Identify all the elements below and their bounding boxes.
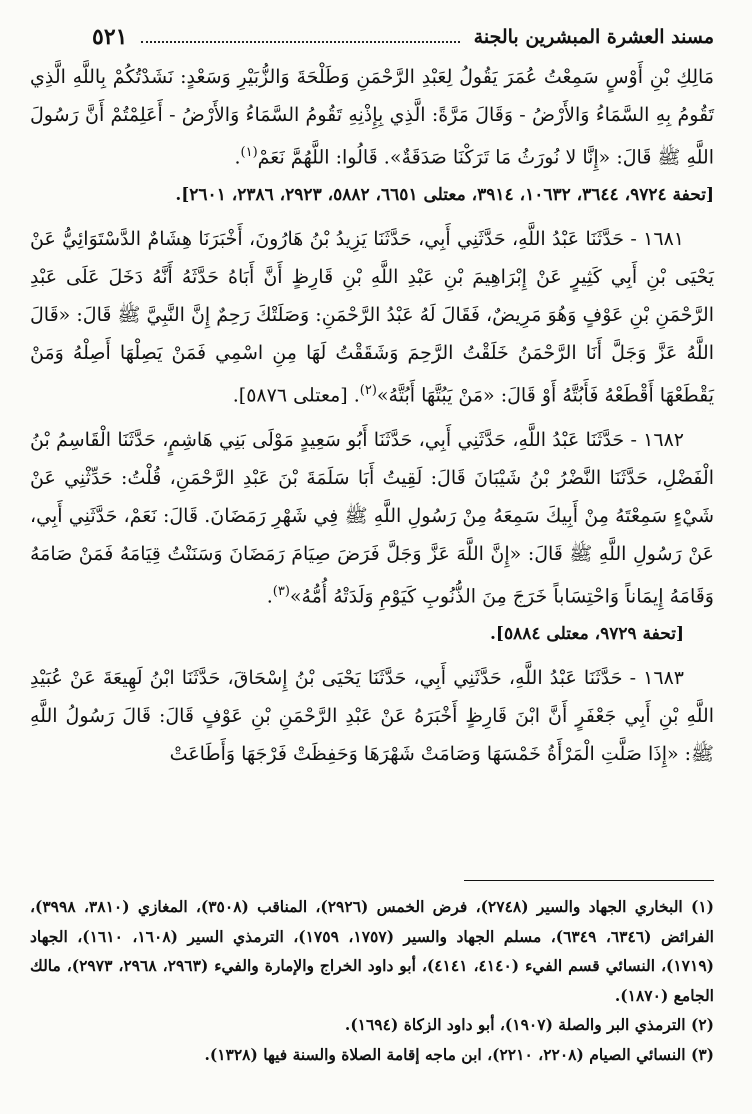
- book-title: مسند العشرة المبشرين بالجنة: [473, 26, 714, 48]
- hadith-1681: ١٦٨١ - حَدَّثَنَا عَبْدُ اللَّهِ، حَدَّثَنِي أَبِي، حَدَّثَنَا يَزِيدُ بْنُ هَارُونَ، أَخْبَرَنَا هِشَامٌ الدَّسْتَوَائِيُّ عَنْ يَحْيَى بْنِ أَبِي كَثِيرٍ عَنْ إِبْرَاهِيمَ بْنِ عَبْدِ اللَّهِ بْنِ قَارِظٍ أَنَّ أَبَاهُ حَدَّثَهُ أَنَّهُ دَخَلَ عَلَى عَبْدِ الرَّحْمَنِ بْنِ عَوْفٍ وَهُوَ مَرِيضٌ، فَقَالَ لَهُ عَبْدُ الرَّحْمَنِ: وَصَلَتْكَ رَحِمٌ إِنَّ النَّبِيَّ ﷺ قَالَ: «قَالَ اللَّهُ عَزَّ وَجَلَّ أَنَا الرَّحْمَنُ خَلَقْتُ الرَّحِمَ وَشَقَقْتُ لَهَا مِنِ اسْمِي فَمَنْ يَصِلْهَا أَصِلْهُ وَمَنْ يَقْطَعْهَا أَقْطَعْهُ فَأَبُتَّهُ أَوْ قَالَ: «مَنْ يَبُتَّهَا أَبُتَّهُ»$^{(٢)}$. [معتلى ٥٨٧٦].: [30, 228, 714, 407]
- page-number: ٥٢١: [92, 24, 128, 50]
- footnote-marker: (١): [240, 145, 258, 160]
- paragraph-text: ١٦٨٢ - حَدَّثَنَا عَبْدُ اللَّهِ، حَدَّثَنِي أَبِي، حَدَّثَنَا أَبُو سَعِيدٍ مَوْلَى بَنِي هَاشِمٍ، حَدَّثَنَا الْقَاسِمُ بْنُ الْفَضْلِ، حَدَّثَنَا النَّضْرُ بْنُ شَيْبَانَ قَالَ: لَقِيتُ أَبَا سَلَمَةَ بْنَ عَبْدِ الرَّحْمَنِ، قُلْتُ: حَدِّثْنِي عَنْ شَيْءٍ سَمِعْتَهُ مِنْ أَبِيكَ سَمِعَهُ مِنْ رَسُولِ اللَّهِ ﷺ فِي شَهْرِ رَمَضَانَ. قَالَ: نَعَمْ، حَدَّثَنِي أَبِي، عَنْ رَسُولِ اللَّهِ ﷺ قَالَ: «إِنَّ اللَّهَ عَزَّ وَجَلَّ فَرَضَ صِيَامَ رَمَضَانَ وَسَنَنْتُ قِيَامَهُ فَمَنْ صَامَهُ وَقَامَهُ إِيمَاناً وَاحْتِسَاباً خَرَجَ مِنَ الذُّنُوبِ كَيَوْمِ وَلَدَتْهُ أُمُّهُ»: [30, 428, 714, 607]
- paragraph-text: ١٦٨١ - حَدَّثَنَا عَبْدُ اللَّهِ، حَدَّثَنِي أَبِي، حَدَّثَنَا يَزِيدُ بْنُ هَارُونَ، أَخْبَرَنَا هِشَامٌ الدَّسْتَوَائِيُّ عَنْ يَحْيَى بْنِ أَبِي كَثِيرٍ عَنْ إِبْرَاهِيمَ بْنِ عَبْدِ اللَّهِ بْنِ قَارِظٍ أَنَّ أَبَاهُ حَدَّثَهُ أَنَّهُ دَخَلَ عَلَى عَبْدِ الرَّحْمَنِ بْنِ عَوْفٍ وَهُوَ مَرِيضٌ، فَقَالَ لَهُ عَبْدُ الرَّحْمَنِ: وَصَلَتْكَ رَحِمٌ إِنَّ النَّبِيَّ ﷺ قَالَ: «قَالَ اللَّهُ عَزَّ وَجَلَّ أَنَا الرَّحْمَنُ خَلَقْتُ الرَّحِمَ وَشَقَقْتُ لَهَا مِنِ اسْمِي فَمَنْ يَصِلْهَا أَصِلْهُ وَمَنْ يَقْطَعْهَا أَقْطَعْهُ فَأَبُتَّهُ أَوْ قَالَ: «مَنْ يَبُتَّهَا أَبُتَّهُ»: [30, 228, 714, 407]
- running-header: [92, 20, 714, 54]
- footnotes: [30, 892, 714, 1069]
- header-leader-dots: [141, 41, 459, 43]
- main-text: [30, 58, 714, 777]
- footnote-3: (٣) النسائي الصيام (٢٢٠٨، ٢٢١٠)، ابن ماجه إقامة الصلاة والسنة فيها (١٣٢٨).: [204, 1044, 714, 1064]
- footnote-marker: (٢): [359, 383, 377, 399]
- paragraph-continuation: مَالِكِ بْنِ أَوْسٍ سَمِعْتُ عُمَرَ يَقُولُ لِعَبْدِ الرَّحْمَنِ وَطَلْحَةَ وَالزُّبَيْرِ وَسَعْدٍ: نَشَدْتُكُمْ بِاللَّهِ الَّذِي تَقُومُ بِهِ السَّمَاءُ وَالأَرْضُ - وَقَالَ مَرَّةً: الَّذِي بِإِذْنِهِ تَقُومُ السَّمَاءُ وَالأَرْضُ - أَعَلِمْتُمْ أَنَّ رَسُولَ اللَّهِ ﷺ قَالَ: «إِنَّا لا نُورَثُ مَا تَرَكْنَا صَدَقَةٌ». قَالُوا: اللَّهُمَّ نَعَمْ$^{(١)}$. [تحفة ٩٧٢٤، ٣٦٤٤، ١٠٦٣٢، ٣٩١٤، معتلى ٦٦٥١، ٥٨٨٢، ٢٩٢٣، ٢٣٨٦، ٢٦٠١].: [30, 58, 714, 214]
- footnote-2: (٢) الترمذي البر والصلة (١٩٠٧)، أبو داود الزكاة (١٦٩٤).: [344, 1015, 714, 1034]
- hadith-1682: ١٦٨٢ - حَدَّثَنَا عَبْدُ اللَّهِ، حَدَّثَنِي أَبِي، حَدَّثَنَا أَبُو سَعِيدٍ مَوْلَى بَنِي هَاشِمٍ، حَدَّثَنَا الْقَاسِمُ بْنُ الْفَضْلِ، حَدَّثَنَا النَّضْرُ بْنُ شَيْبَانَ قَالَ: لَقِيتُ أَبَا سَلَمَةَ بْنَ عَبْدِ الرَّحْمَنِ، قُلْتُ: حَدِّثْنِي عَنْ شَيْءٍ سَمِعْتَهُ مِنْ أَبِيكَ سَمِعَهُ مِنْ رَسُولِ اللَّهِ ﷺ فِي شَهْرِ رَمَضَانَ. قَالَ: نَعَمْ، حَدَّثَنِي أَبِي، عَنْ رَسُولِ اللَّهِ ﷺ قَالَ: «إِنَّ اللَّهَ عَزَّ وَجَلَّ فَرَضَ صِيَامَ رَمَضَانَ وَسَنَنْتُ قِيَامَهُ فَمَنْ صَامَهُ وَقَامَهُ إِيمَاناً وَاحْتِسَاباً خَرَجَ مِنَ الذُّنُوبِ كَيَوْمِ وَلَدَتْهُ أُمُّهُ»$^{(٣)}$. [تحفة ٩٧٢٩، معتلى ٥٨٨٤].: [30, 421, 714, 653]
- tuhfa-reference: [تحفة ٩٧٢٤، ٣٦٤٤، ١٠٦٣٢، ٣٩١٤، معتلى ٦٦٥١، ٥٨٨٢، ٢٩٢٣، ٢٣٨٦، ٢٦٠١].: [175, 185, 714, 206]
- footnote-marker: (٣): [272, 583, 290, 599]
- footnote-separator: [464, 880, 714, 881]
- paragraph-text: ١٦٨٣ - حَدَّثَنَا عَبْدُ اللَّهِ، حَدَّثَنِي أَبِي، حَدَّثَنَا يَحْيَى بْنُ إِسْحَاقَ، حَدَّثَنَا ابْنُ لَهِيعَةَ عَنْ عُبَيْدِ اللَّهِ بْنِ أَبِي جَعْفَرٍ أَنَّ ابْنَ قَارِظٍ أَخْبَرَهُ عَنْ عَبْدِ الرَّحْمَنِ بْنِ عَوْفٍ قَالَ: قَالَ رَسُولُ اللَّهِ ﷺ: «إِذَا صَلَّتِ الْمَرْأَةُ خَمْسَهَا وَصَامَتْ شَهْرَهَا وَحَفِظَتْ فَرْجَهَا وَأَطَاعَتْ: [30, 666, 714, 765]
- footnote-1: (١) البخاري الجهاد والسير (٢٧٤٨)، فرض الخمس (٢٩٢٦)، المناقب (٣٥٠٨)، المغازي (٣٨١٠، ٣٩٩٨)، الفرائض (٦٣٤٦، ٦٣٤٩)، مسلم الجهاد والسير (١٧٥٧، ١٧٥٩)، الترمذي السير (١٦٠٨، ١٦١٠)، الجهاد (١٧١٩)، النسائي قسم الفيء (٤١٤٠، ٤١٤١)، أبو داود الخراج والإمارة والفيء (٢٩٦٣، ٢٩٦٨، ٢٩٧٣)، مالك الجامع (١٨٧٠).: [30, 897, 715, 1005]
- tuhfa-reference: [تحفة ٩٧٢٩، معتلى ٥٨٨٤].: [490, 623, 684, 644]
- paragraph-text: مَالِكِ بْنِ أَوْسٍ سَمِعْتُ عُمَرَ يَقُولُ لِعَبْدِ الرَّحْمَنِ وَطَلْحَةَ وَالزُّبَيْرِ وَسَعْدٍ: نَشَدْتُكُمْ بِاللَّهِ الَّذِي تَقُومُ بِهِ السَّمَاءُ وَالأَرْضُ - وَقَالَ مَرَّةً: الَّذِي بِإِذْنِهِ تَقُومُ السَّمَاءُ وَالأَرْضُ - أَعَلِمْتُمْ أَنَّ رَسُولَ اللَّهِ ﷺ قَالَ: «إِنَّا لا نُورَثُ مَا تَرَكْنَا صَدَقَةٌ». قَالُوا: اللَّهُمَّ نَعَمْ: [30, 66, 714, 169]
- hadith-1683: [30, 659, 714, 773]
